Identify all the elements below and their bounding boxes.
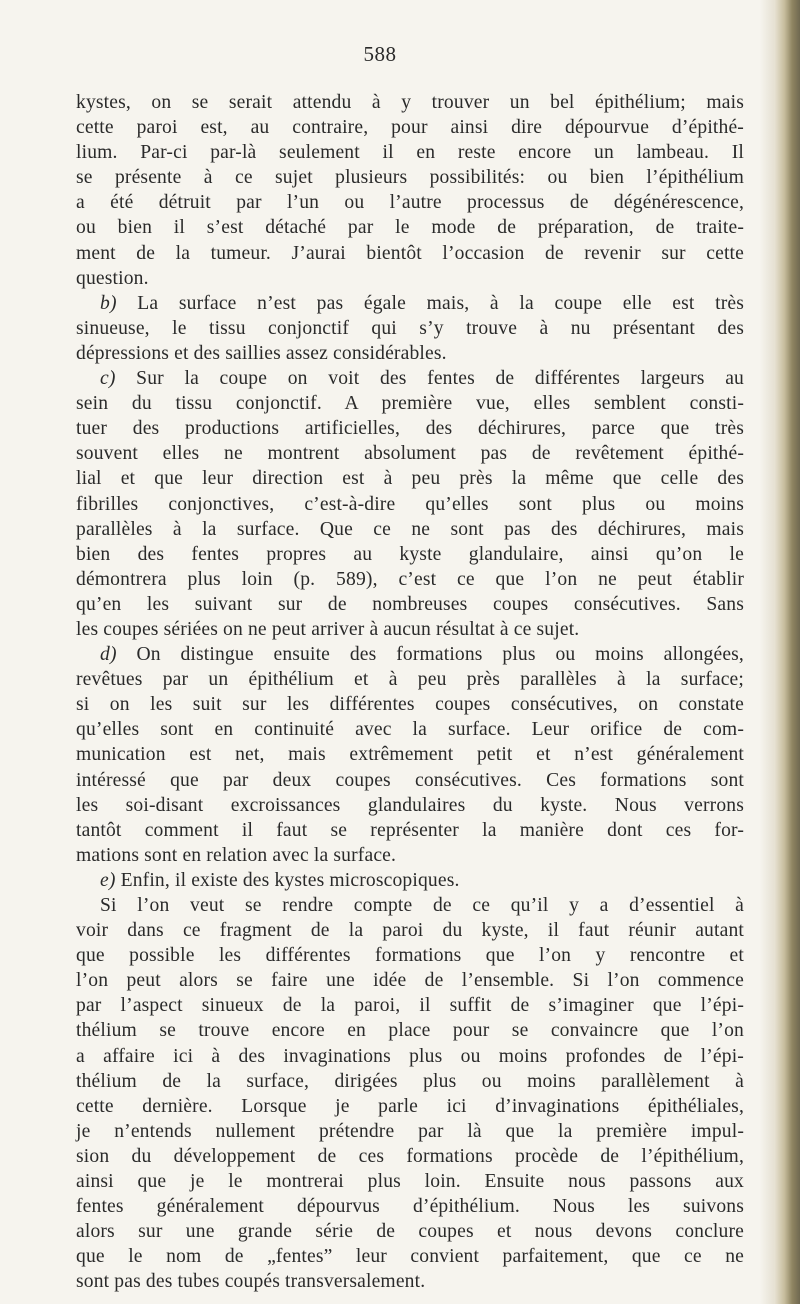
text-line [76, 1269, 744, 1294]
line-text: par l’aspect sinueux de la paroi, il suffit de s’imaginer que l’épi- [76, 995, 744, 1017]
text-line [76, 1094, 744, 1119]
line-text: sein du tissu conjonctif. A première vue, elles semblent consti- [76, 393, 744, 415]
line-text: sont pas des tubes coupés transversalement. [76, 1271, 426, 1293]
line-text: ou bien il s’est détaché par le mode de préparation, de traite- [76, 217, 744, 239]
text-line [76, 918, 744, 943]
text-line [76, 1119, 744, 1144]
text-line [76, 1169, 744, 1194]
text-line [76, 1144, 744, 1169]
line-text: dépressions et des saillies assez considérables. [76, 342, 447, 364]
line-text: sion du développement de ces formations procède de l’épithélium, [76, 1145, 744, 1167]
line-text: les coupes sériées on ne peut arriver à aucun résultat à ce sujet. [76, 618, 580, 640]
text-line [76, 492, 744, 517]
line-text: fentes généralement dépourvus d’épithélium. Nous les suivons [76, 1196, 744, 1218]
line-text: l’on peut alors se faire une idée de l’ensemble. Si l’on commence [76, 970, 744, 992]
text-line [76, 667, 744, 692]
line-text: revêtues par un épithélium et à peu près parallèles à la surface; [76, 669, 744, 691]
line-text: se présente à ce sujet plusieurs possibilités: ou bien l’épithélium [76, 167, 744, 189]
text-line [76, 642, 744, 667]
paragraph-label: b) [100, 292, 117, 314]
text-line [76, 1044, 744, 1069]
line-text: qu’elles sont en continuité avec la surface. Leur orifice de com- [76, 719, 744, 741]
text-line [76, 316, 744, 341]
text-line [76, 1244, 744, 1269]
line-text: mations sont en relation avec la surface. [76, 844, 397, 866]
line-text: démontrera plus loin (p. 589), c’est ce que l’on ne peut établir [76, 568, 744, 590]
text-line [76, 115, 744, 140]
text-line [76, 140, 744, 165]
line-text: Sur la coupe on voit des fentes de différentes largeurs au [136, 368, 744, 390]
text-line [76, 818, 744, 843]
line-text: kystes, on se serait attendu à y trouver un bel épithélium; mais [76, 92, 744, 113]
line-text: lial et que leur direction est à peu près la même que celle des [76, 468, 744, 490]
text-line [76, 416, 744, 441]
line-text: Enfin, il existe des kystes microscopiques. [120, 869, 460, 891]
line-text: si on les suit sur les différentes coupes consécutives, on constate [76, 694, 744, 716]
line-text: thélium de la surface, dirigées plus ou moins parallèlement à [76, 1070, 744, 1092]
line-text: On distingue ensuite des formations plus ou moins allongées, [136, 644, 744, 666]
text-line [76, 843, 744, 868]
text-line [76, 742, 744, 767]
line-text: a affaire ici à des invaginations plus ou moins profondes de l’épi- [76, 1045, 744, 1067]
text-line [76, 466, 744, 491]
line-text: a été détruit par l’un ou l’autre processus de dégénérescence, [76, 192, 744, 214]
text-line [76, 341, 744, 366]
text-line [76, 517, 744, 542]
text-line [76, 617, 744, 642]
paragraph-label: c) [100, 368, 116, 390]
line-text: ainsi que je le montrerai plus loin. Ensuite nous passons aux [76, 1171, 744, 1193]
line-text: munication est net, mais extrêmement petit et n’est généralement [76, 744, 744, 766]
text-line [76, 1018, 744, 1043]
text-line [76, 968, 744, 993]
text-line [76, 567, 744, 592]
text-line [76, 768, 744, 793]
text-line [76, 993, 744, 1018]
text-line [76, 241, 744, 266]
line-text: lium. Par-ci par-là seulement il en reste encore un lambeau. Il [76, 142, 744, 164]
line-text: tuer des productions artificielles, des déchirures, parce que très [76, 418, 744, 440]
text-line [76, 165, 744, 190]
text-line [76, 441, 744, 466]
line-text: intéressé que par deux coupes consécutives. Ces formations sont [76, 769, 744, 791]
text-line [76, 542, 744, 567]
line-text: qu’en les suivant sur de nombreuses coupes consécutives. Sans [76, 593, 744, 615]
text-line [76, 1219, 744, 1244]
text-line [76, 1194, 744, 1219]
line-text: que le nom de „fentes” leur convient parfaitement, que ce ne [76, 1246, 744, 1268]
line-text: parallèles à la surface. Que ce ne sont pas des déchirures, mais [76, 518, 744, 540]
text-line [76, 943, 744, 968]
line-text: sinueuse, le tissu conjonctif qui s’y trouve à nu présentant des [76, 317, 744, 339]
line-text: Si l’on veut se rendre compte de ce qu’il y a d’essentiel à [100, 895, 744, 916]
text-line [76, 592, 744, 617]
text-line [76, 215, 744, 240]
text-line [76, 90, 744, 115]
line-text: les soi-disant excroissances glandulaires du kyste. Nous verrons [76, 794, 744, 816]
text-line [76, 391, 744, 416]
line-text: cette paroi est, au contraire, pour ainsi dire dépourvue d’épithé- [76, 117, 744, 139]
line-text: cette dernière. Lorsque je parle ici d’invaginations épithéliales, [76, 1095, 744, 1117]
line-text: bien des fentes propres au kyste glandulaire, ainsi qu’on le [76, 543, 744, 565]
line-text: ment de la tumeur. J’aurai bientôt l’occasion de revenir sur cette [76, 242, 744, 264]
binding-shadow [760, 0, 774, 1304]
paragraph-label: e) [100, 869, 116, 891]
line-text: thélium se trouve encore en place pour se convaincre que l’on [76, 1020, 744, 1042]
line-text: alors sur une grande série de coupes et nous devons conclure [76, 1221, 744, 1243]
text-line [76, 893, 744, 918]
body-text [76, 90, 744, 1295]
text-line [76, 366, 744, 391]
page-number: 588 [363, 42, 397, 66]
paragraph-label: d) [100, 644, 117, 666]
line-text: voir dans ce fragment de la paroi du kyste, il faut réunir autant [76, 920, 744, 942]
text-line [76, 291, 744, 316]
text-line [76, 1069, 744, 1094]
text-line [76, 190, 744, 215]
text-line [76, 717, 744, 742]
line-text: tantôt comment il faut se représenter la manière dont ces for- [76, 819, 744, 841]
line-text: que possible les différentes formations que l’on y rencontre et [76, 945, 744, 967]
text-line [76, 692, 744, 717]
text-line [76, 793, 744, 818]
line-text: souvent elles ne montrent absolument pas de revêtement épithé- [76, 443, 744, 465]
line-text: La surface n’est pas égale mais, à la coupe elle est très [137, 292, 744, 314]
line-text: question. [76, 267, 149, 289]
text-line [76, 266, 744, 291]
book-binding-edge [774, 0, 800, 1304]
text-line [76, 868, 744, 893]
line-text: fibrilles conjonctives, c’est-à-dire qu’elles sont plus ou moins [76, 493, 744, 515]
line-text: je n’entends nullement prétendre par là que la première impul- [76, 1120, 744, 1142]
